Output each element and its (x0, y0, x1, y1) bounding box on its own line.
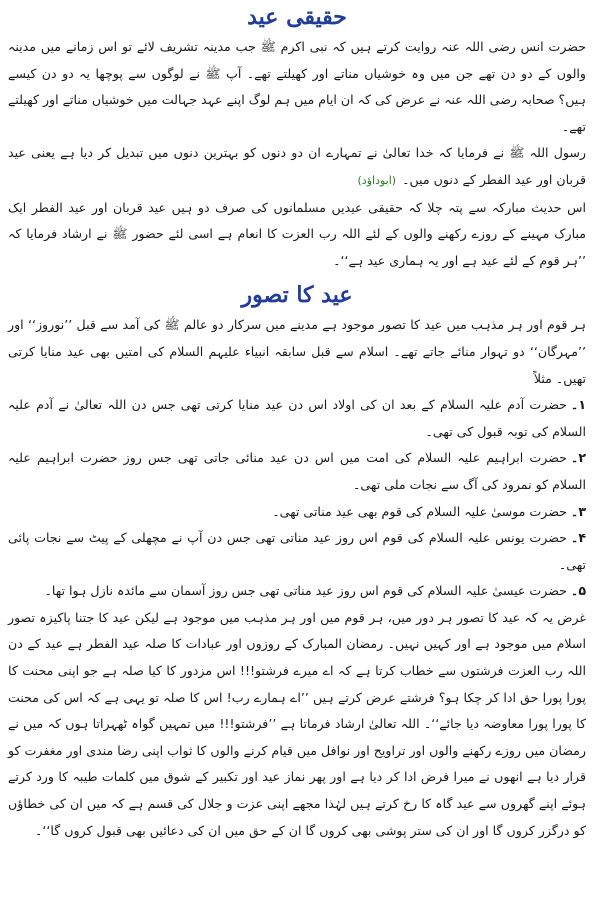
section-title-eid-concept: عید کا تصور (241, 282, 353, 309)
list-item (8, 499, 586, 526)
list-item (8, 392, 586, 445)
list-item-text: حضرت موسیٰ علیہ السلام کی قوم بھی عید مناتی تھی۔ (272, 503, 567, 519)
paragraph-prophet-saying-text: رسول اللہ ﷺ نے فرمایا کہ خدا تعالیٰ نے تمہارے ان دو دنوں کو بہترین دنوں میں تبدیل کر دیا ہے یعنی عید قربان اور عید الفطر کے دنوں میں۔ (8, 145, 586, 187)
list-item-number: ۳۔ (570, 503, 586, 519)
list-item (8, 445, 586, 498)
list-item-number: ۲۔ (570, 450, 586, 466)
paragraph-prophet-saying (8, 140, 586, 194)
paragraph-eid-reward: غرض یہ کہ عید کا تصور ہر دور میں، ہر قوم میں اور ہر مذہب میں موجود ہے لیکن عید کا جتنا پاکیزہ تصور اسلام میں موجود ہے اور کہیں نہیں۔ رمضان المبارک کے روزوں اور عبادات کا صلہ عید الفطر ہے عید کے دن اللہ رب العزت فرشتوں سے خطاب کرتا ہے کہ اے میرے فرشتو!!! اس مزدور کا کیا صلہ ہے جو اپنی محنت کا پورا پورا حق ادا کر چکا ہو؟ فرشتے عرض کرتے ہیں ’’اے ہمارے رب! اس کا صلہ تو یہی ہے کہ اس کی محنت کا پورا پورا معاوضہ دیا جائے‘‘۔ اللہ تعالیٰ ارشاد فرماتا ہے ’’فرشتو!!! میں تمہیں گواہ ٹھہراتا ہوں کہ میں نے رمضان میں روزے رکھنے والوں اور تراویح اور نوافل میں قیام کرنے والوں کا ثواب اپنی رضا مندی اور مغفرت کو قرار دیا ہے انھوں نے میرا فرض ادا کر دیا ہے اور پھر نماز عید اور تکبیر کے شوق میں کلمات طیبہ کا ورد کرتے ہوئے اپنے گھروں سے عید گاہ کا رخ کرتے ہیں لہٰذا مجھے اپنی عزت و جلال کی قسم ہے کہ میں ان کی خطاؤں کو درگزر کروں گا اور ان کی ستر پوشی بھی کروں گا ان کے حق میں ان کی دعائیں بھی قبول کروں گا‘‘۔ (8, 609, 586, 838)
list-item-text: حضرت آدم علیہ السلام کے بعد ان کی اولاد اس دن عید منایا کرتی تھی جس دن اللہ تعالیٰ نے آدم علیہ السلام کی توبہ قبول کی تھی۔ (8, 397, 586, 439)
paragraph-conclusion: اس حدیث مبارکہ سے پتہ چلا کہ حقیقی عیدیں مسلمانوں کی صرف دو ہیں عید قربان اور عید الفطر ایک مبارک مہینے کے روزے رکھنے والوں کے لئے اللہ رب العزت کا انعام ہے اسی لئے حضور ﷺ نے ارشاد فرمایا کہ ’’ہر قوم کے لئے عید ہے اور یہ ہماری عید ہے‘‘۔ (8, 199, 586, 268)
section-title-real-eid: حقیقی عید (247, 4, 347, 30)
list-item-text: حضرت یونس علیہ السلام کی قوم اس روز عید مناتی تھی جس دن آپ نے مچھلی کے پیٹ سے نجات پائی تھی۔ (8, 530, 586, 572)
list-item-text: حضرت عیسیٰ علیہ السلام کی قوم اس روز عید مناتی تھی جس روز آسمان سے مائدہ نازل ہوا تھا۔ (44, 583, 567, 599)
list-item-number: ۱۔ (570, 397, 586, 413)
reference-abu-dawood: (ابوداؤد) (357, 173, 397, 187)
list-item (8, 578, 586, 605)
list-item-number: ۴۔ (570, 530, 586, 546)
paragraph-concept-intro: ہر قوم اور ہر مذہب میں عید کا تصور موجود ہے مدینے میں سرکار دو عالم ﷺ کی آمد سے قبل ’’نوروز‘‘ اور ’’مہرگان‘‘ دو تہوار منائے جاتے تھے۔ اسلام سے قبل سابقہ انبیاء علیہم السلام کی امتیں بھی عید منایا کرتی تھیں۔ مثلاً (8, 317, 586, 386)
list-item (8, 525, 586, 578)
list-item-number: ۵۔ (570, 583, 586, 599)
prophets-eid-list (8, 392, 586, 605)
list-item-text: حضرت ابراہیم علیہ السلام کی امت میں اس دن عید منائی جاتی تھی جس روز حضرت ابراہیم علیہ السلام کو نمرود کی آگ سے نجات ملی تھی۔ (8, 450, 586, 492)
paragraph-hadith: حضرت انس رضی اللہ عنہ روایت کرتے ہیں کہ نبی اکرم ﷺ جب مدینہ تشریف لائے تو اس زمانے میں مدینہ والوں کے دو دن تھے جن میں وہ خوشیاں مناتے اور کھیلتے تھے۔ آپ ﷺ نے لوگوں سے پوچھا یہ دو دن کیسے ہیں؟ صحابہ رضی اللہ عنہ نے عرض کی کہ ان ایام میں ہم لوگ اپنے عہد جہالت میں خوشیاں مناتے اور کھیلتے تھے۔ (8, 39, 586, 134)
